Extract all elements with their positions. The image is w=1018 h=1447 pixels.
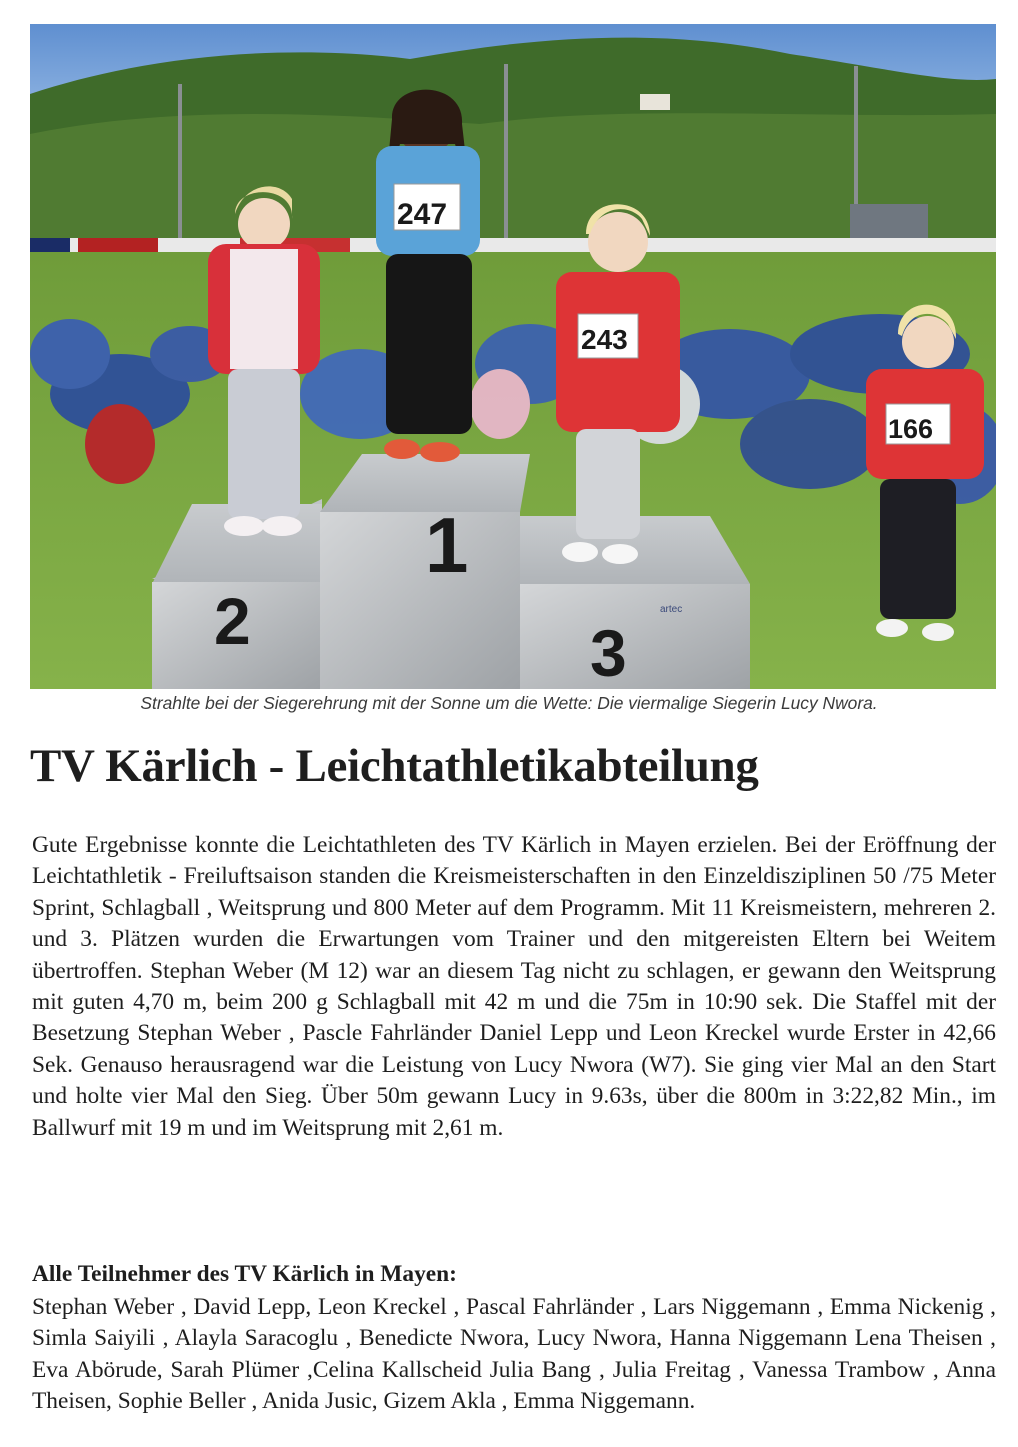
- photo-caption: Strahlte bei der Siegerehrung mit der Sonne um die Wette: Die viermalige Siegerin Lucy Nwora.: [140, 693, 878, 713]
- bib-166: 166: [888, 414, 934, 444]
- podium-number-3: 3: [590, 616, 627, 689]
- bib-243: 243: [581, 324, 628, 355]
- participants-heading: Alle Teilnehmer des TV Kärlich in Mayen:: [32, 1261, 457, 1287]
- article-photo: [30, 24, 996, 689]
- athlete-first-place: [376, 90, 480, 462]
- podium-number-2: 2: [214, 584, 251, 658]
- article-body: Gute Ergebnisse konnte die Leichtathleten des TV Kärlich in Mayen erzielen. Bei der Eröffnung der Leichtathletik - Freiluftsaison standen die Kreismeisterschaften in den Einzeldisziplinen 50 /75 Meter Sprint, Schlagball , Weitsprung und 800 Meter auf dem Programm. Mit 11 Kreismeistern, mehreren 2. und 3. Plätzen wurden die Erwartungen vom Trainer und den mitgereisten Eltern bei Weitem übertroffen. Stephan Weber (M 12) war an diesem Tag nicht zu schlagen, er gewann den Weitsprung mit guten 4,70 m, beim 200 g Schlagball mit 42 m und die 75m in 10:90 sek. Die Staffel mit der Besetzung Stephan Weber , Pascle Fahrländer Daniel Lepp und Leon Kreckel wurde Erster in 42,66 Sek. Genauso herausragend war die Leistung von Lucy Nwora (W7). Sie ging vier Mal an den Start und holte vier Mal den Sieg. Über 50m gewann Lucy in 9.63s, über die 800m in 3:22,82 Min., im Ballwurf mit 19 m und im Weitsprung mit 2,61 m.: [32, 832, 996, 1141]
- participants-list: Stephan Weber , David Lepp, Leon Kreckel , Pascal Fahrländer , Lars Niggemann , Emma Nickenig , Simla Saiyili , Alayla Saracoglu , Benedicte Nwora, Lucy Nwora, Hanna Niggemann Lena Theisen , Eva Abörude, Sarah Plümer ,Celina Kallscheid Julia Bang , Julia Freitag , Vanessa Trambow , Anna Theisen, Sophie Beller , Anida Jusic, Gizem Akla , Emma Niggemann.: [32, 1294, 996, 1415]
- bib-247: 247: [397, 198, 448, 231]
- podium-number-1: 1: [425, 501, 469, 589]
- podium-brand-label: artec: [660, 604, 683, 615]
- article-headline: TV Kärlich - Leichtathletikabteilung: [30, 740, 759, 792]
